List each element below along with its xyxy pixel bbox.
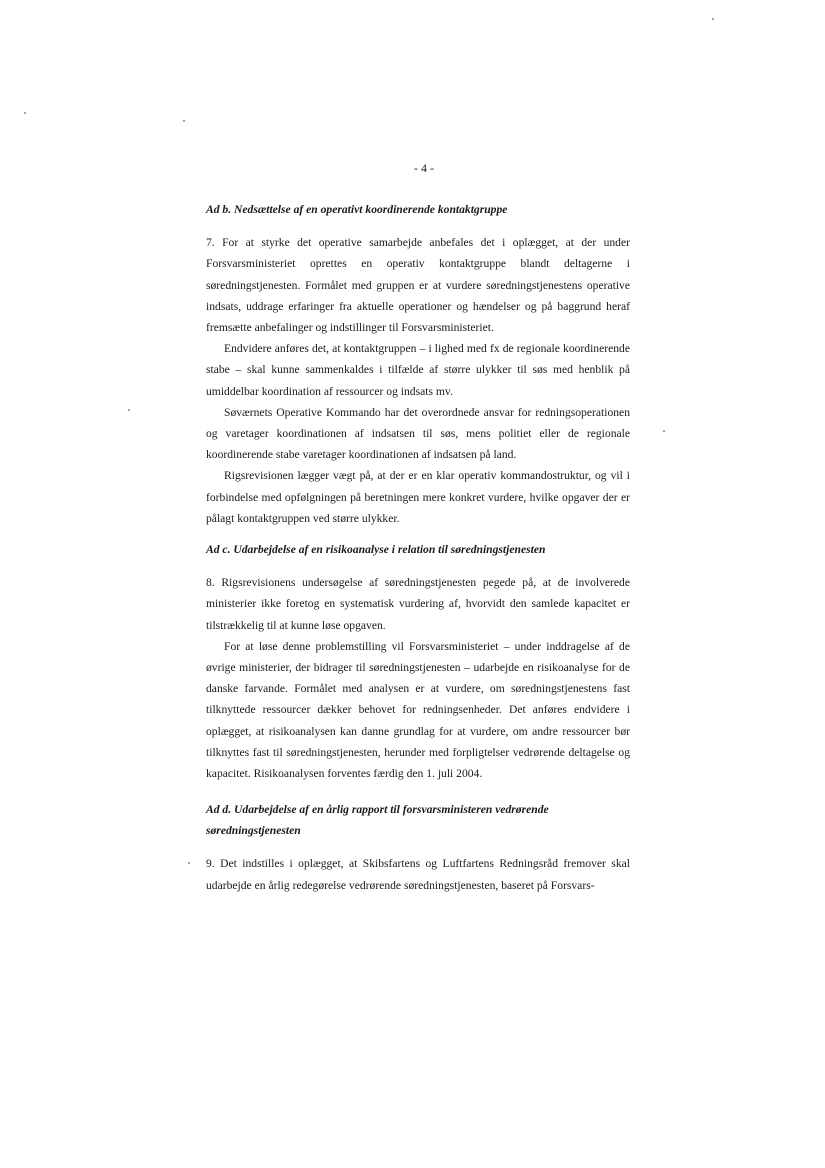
paragraph-7-rigsrevisionen: Rigsrevisionen lægger vægt på, at der er en klar operativ kommandostruktur, og vil i forbindelse med opfølgningen på beretningen mere konkret vurdere, hvilke opgaver der er pålagt kontaktgruppen ved større ulykker. bbox=[206, 469, 630, 525]
paragraph-9: 9. Det indstilles i oplægget, at Skibsfartens og Luftfartens Redningsråd fremover skal udarbejde en årlig redegørelse vedrørende søredningstjenesten, baseret på Forsvars- bbox=[206, 857, 630, 892]
section-d-heading: Ad d. Udarbejdelse af en årlig rapport til forsvarsministeren vedrørende søredningstjenesten bbox=[206, 803, 549, 838]
scan-speck bbox=[183, 120, 185, 122]
scan-speck bbox=[188, 862, 190, 864]
scan-speck bbox=[663, 430, 665, 432]
section-c-heading: Ad c. Udarbejdelse af en risikoanalyse i relation til søredningstjenesten bbox=[206, 543, 546, 556]
section-c bbox=[206, 539, 630, 784]
paragraph-8-risk-analysis: For at løse denne problemstilling vil Forsvarsministeriet – under inddragelse af de øvrige ministerier, der bidrager til søredningstjenesten – udarbejde en risikoanalyse for de danske farvande. Formålet med analysen er at vurdere, om søredningstjenestens fast tilknyttede ressourcer dækker behovet for redningsenheder. Det anføres endvidere i oplægget, at risikoanalysen kan danne grundlag for at vurdere, om andre ressourcer bør tilknyttes fast til søredningstjenesten, herunder med forpligtelser vedrørende deltagelse og kapacitet. Risikoanalysen forventes færdig den 1. juli 2004. bbox=[206, 639, 630, 781]
scan-speck bbox=[128, 409, 130, 411]
paragraph-7-contact-group: Endvidere anføres det, at kontaktgruppen – i lighed med fx de regionale koordinerende stabe – skal kunne sammenkaldes i tilfælde af større ulykker til søs med henblik på umiddelbar koordination af ressourcer og indsats mv. bbox=[206, 342, 630, 398]
section-b bbox=[206, 199, 630, 529]
paragraph-8: 8. Rigsrevisionens undersøgelse af søredningstjenesten pegede på, at de involverede ministerier ikke foretog en systematisk vurdering af, hvorvidt den samlede kapacitet er tilstrækkelig til at kunne løse opgaven. bbox=[206, 576, 630, 632]
paragraph-7: 7. For at styrke det operative samarbejde anbefales det i oplægget, at der under Forsvarsministeriet oprettes en operativ kontaktgruppe blandt deltagerne i søredningstjenesten. Formålet med gruppen er at vurdere søredningstjenestens operative indsats, uddrage erfaringer fra aktuelle operationer og hændelser og på baggrund heraf fremsætte anbefalinger og indstillinger til Forsvarsministeriet. bbox=[206, 236, 630, 335]
scan-speck bbox=[24, 112, 26, 114]
paragraph-7-navy-command: Søværnets Operative Kommando har det overordnede ansvar for redningsoperationen og varetager koordinationen af indsatsen til søs, mens politiet eller de regionale koordinerende stabe varetager koordinationen af indsatsen på land. bbox=[206, 405, 630, 462]
scan-speck bbox=[712, 18, 714, 20]
page-number: - 4 - bbox=[414, 161, 434, 175]
section-b-heading: Ad b. Nedsættelse af en operativt koordinerende kontaktgruppe bbox=[206, 203, 508, 216]
section-d bbox=[206, 799, 630, 896]
